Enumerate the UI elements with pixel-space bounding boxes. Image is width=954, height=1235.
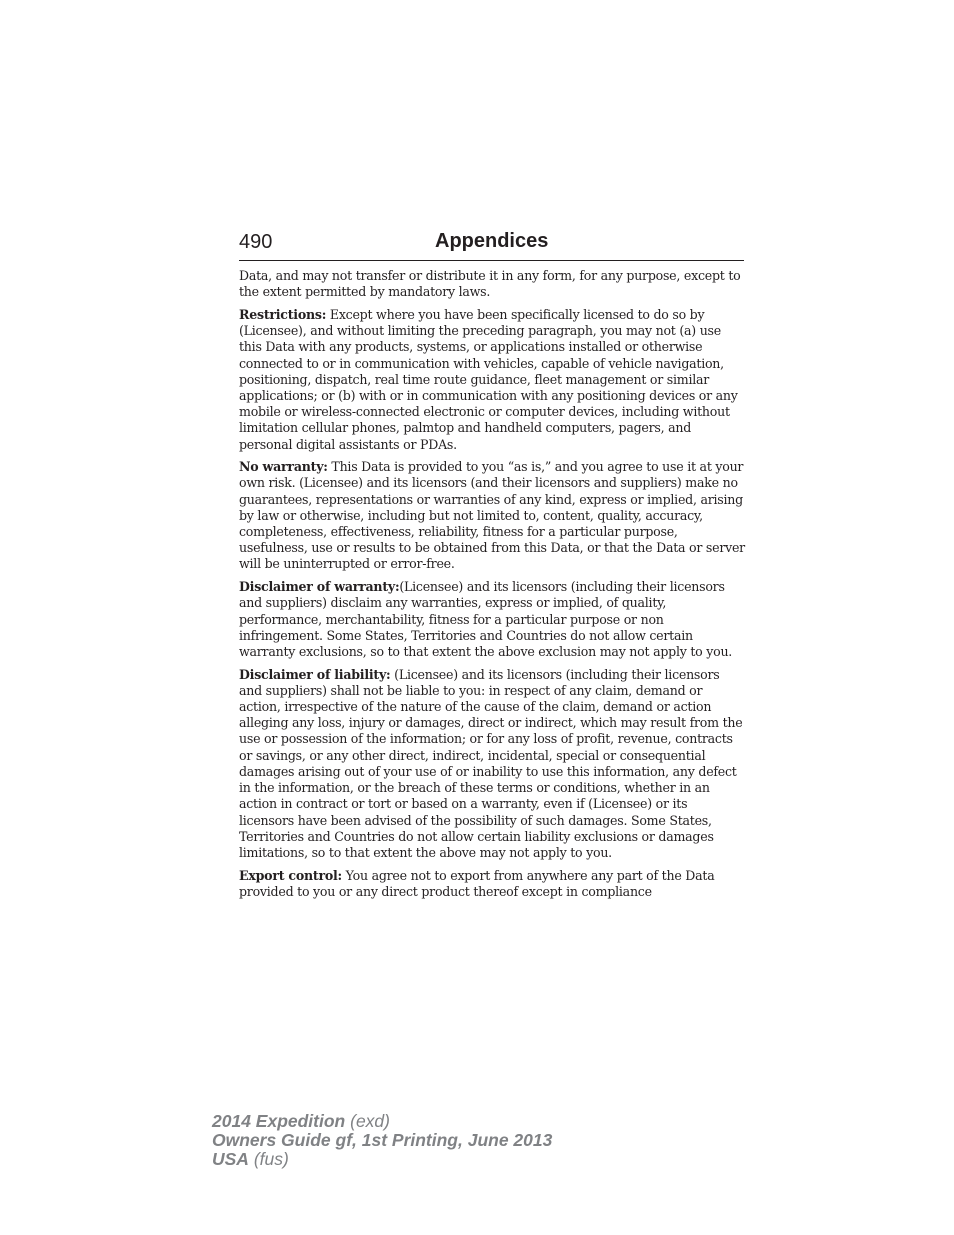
body-text	[239, 268, 745, 907]
footer-model-code: (exd)	[345, 1111, 390, 1131]
paragraph-text: This Data is provided to you “as is,” and you agree to use it at your own risk. (Licensee) and its licensors (and their licensors and suppliers) make no guarantees, representations or warranties of any kind, express or implied, arising by law or otherwise, including but not limited to, content, quality, accuracy, completeness, effectiveness, reliability, fitness for a particular purpose, usefulness, use or results to be obtained from this Data, or that the Data or server will be uninterrupted or error-free.	[239, 459, 745, 572]
footer-guide-line	[212, 1131, 552, 1150]
restrictions-paragraph	[239, 307, 745, 453]
footer-model-line	[212, 1112, 552, 1131]
paragraph-heading: Disclaimer of liability:	[239, 666, 391, 682]
footer-guide: Owners Guide gf, 1st Printing, June 2013	[212, 1130, 553, 1150]
paragraph-heading: Export control:	[239, 867, 342, 883]
paragraph-heading: No warranty:	[239, 459, 328, 475]
paragraph-text: (Licensee) and its licensors (including their licensors and suppliers) shall not be liable to you: in respect of any claim, demand or action, irrespective of the nature of the cause of the claim, demand or action alleging any loss, injury or damages, direct or indirect, which may result from the use or possession of the information; or for any loss of profit, revenue, contracts or savings, or any other direct, indirect, incidental, special or consequential damages arising out of your use of or inability to use this information, any defect in the information, or the breach of these terms or conditions, whether in an action in contract or tort or based on a warranty, even if (Licensee) or its licensors have been advised of the possibility of such damages. Some States, Territories and Countries do not allow certain liability exclusions or damages limitations, so to that extent the above may not apply to you.	[239, 666, 743, 860]
page-number: 490	[239, 231, 273, 253]
section-title: Appendices	[435, 230, 549, 252]
footer-model: 2014 Expedition	[212, 1111, 346, 1131]
footer-region-code: (fus)	[248, 1149, 289, 1169]
paragraph-heading: Restrictions:	[239, 306, 327, 322]
paragraph-text: (Licensee) and its licensors (including their licensors and suppliers) disclaim any warranties, express or implied, of quality, performance, merchantability, fitness for a particular purpose or non infringement. Some States, Territories and Countries do not allow certain warranty exclusions, so to that extent the above exclusion may not apply to you.	[239, 579, 733, 659]
page-header	[239, 228, 744, 261]
footer-region-line	[212, 1150, 552, 1169]
no-warranty-paragraph	[239, 459, 745, 572]
disclaimer-of-warranty-paragraph	[239, 579, 745, 660]
paragraph-text: You agree not to export from anywhere any part of the Data provided to you or any direct product thereof except in compliance	[239, 867, 715, 899]
footer-region: USA	[212, 1149, 249, 1169]
paragraph-text: Except where you have been specifically licensed to do so by (Licensee), and without limiting the preceding paragraph, you may not (a) use this Data with any products, systems, or applications installed or otherwise connected to or in communication with vehicles, capable of vehicle navigation, positioning, dispatch, real time route guidance, fleet management or similar applications; or (b) with or in communication with any positioning devices or any mobile or wireless-connected electronic or computer devices, including without limitation cellular phones, palmtop and handheld computers, pagers, and personal digital assistants or PDAs.	[239, 306, 738, 452]
disclaimer-of-liability-paragraph	[239, 667, 745, 861]
export-control-paragraph	[239, 868, 745, 900]
page-footer	[212, 1112, 552, 1169]
intro-paragraph: Data, and may not transfer or distribute it in any form, for any purpose, except to the extent permitted by mandatory laws.	[239, 268, 741, 300]
paragraph-heading: Disclaimer of warranty:	[239, 579, 400, 595]
